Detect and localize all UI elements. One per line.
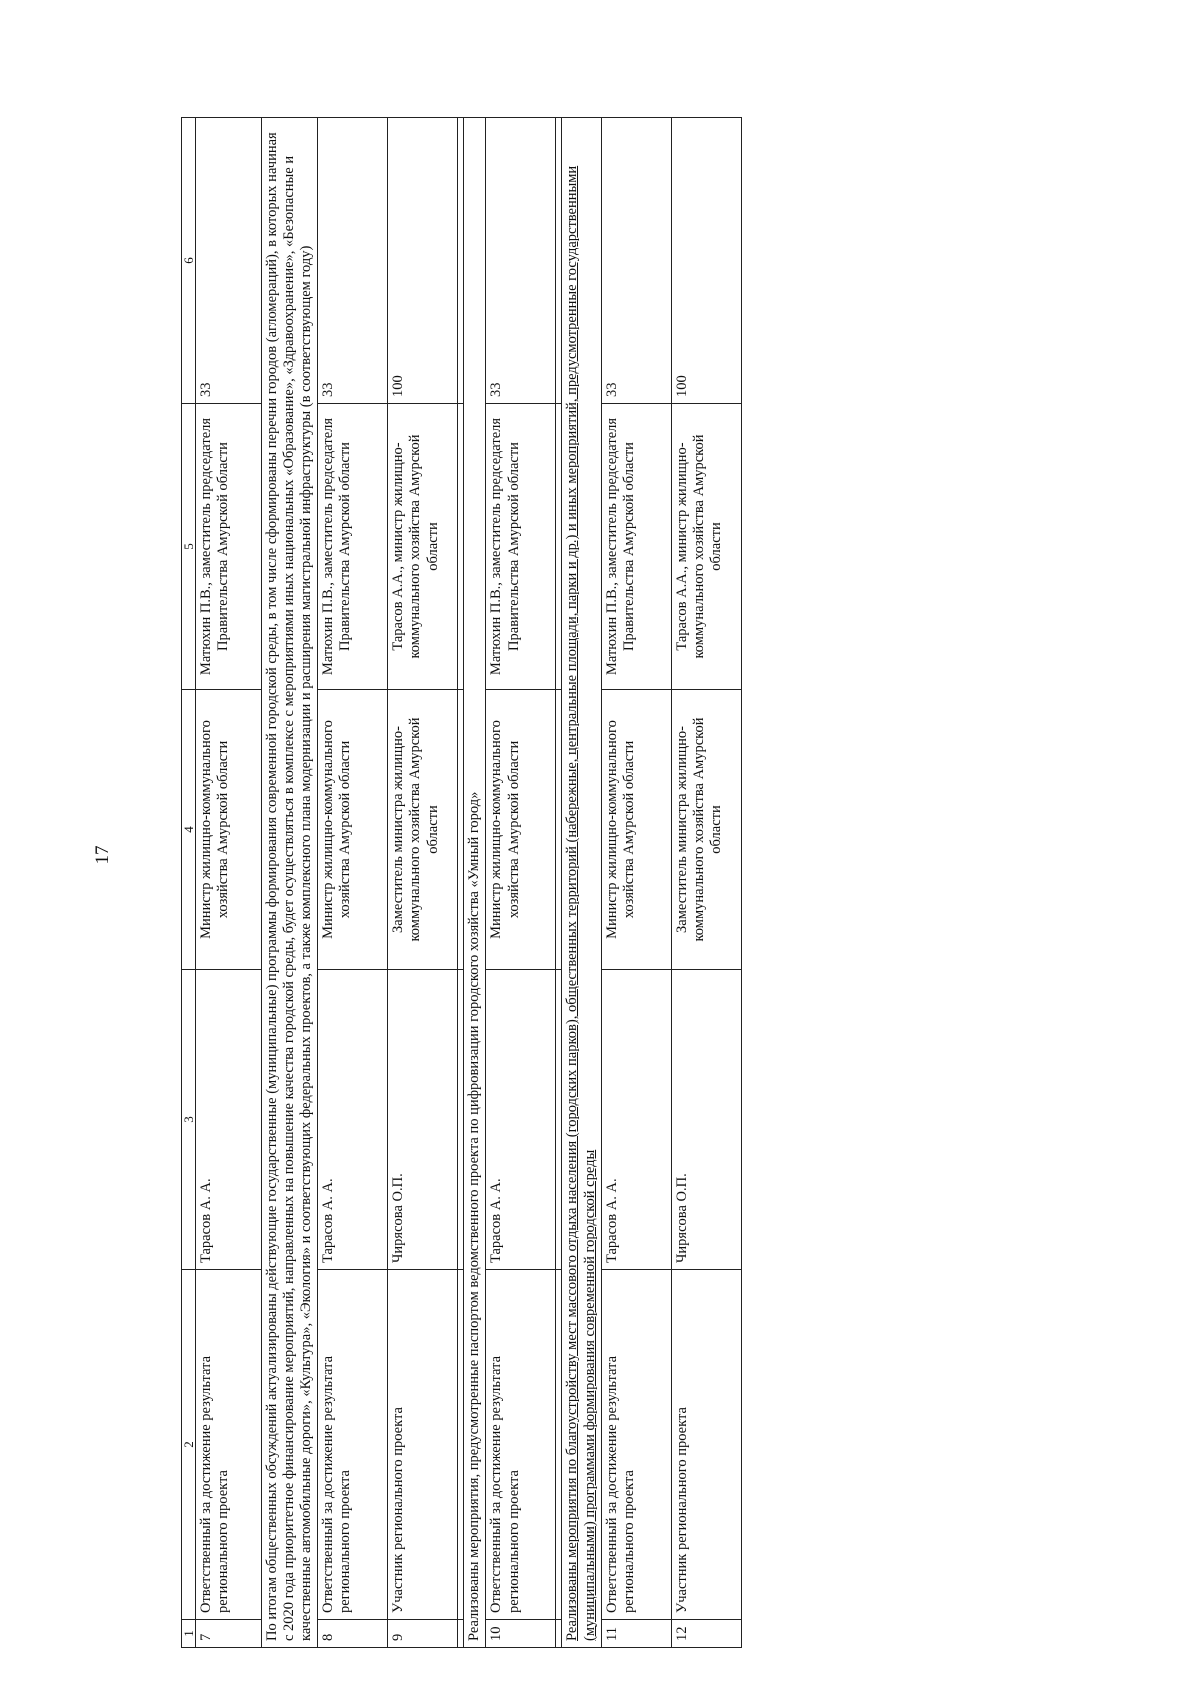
row-role: Ответственный за достижение результата регионального проекта — [601, 1270, 671, 1620]
row-number: 9 — [388, 1620, 458, 1648]
row-curator: Тарасов А.А., министр жилищно-коммунального хозяйства Амурской области — [388, 404, 458, 690]
header-cell: 6 — [182, 118, 196, 404]
row-share: 100 — [671, 118, 741, 404]
header-cell: 4 — [182, 690, 196, 970]
row-curator: Матюхин П.В., заместитель председателя Правительства Амурской области — [486, 404, 556, 690]
row-number: 12 — [671, 1620, 741, 1648]
row-supervisor: Министр жилищно-коммунального хозяйства Амурской области — [486, 690, 556, 970]
row-share: 33 — [486, 118, 556, 404]
row-role: Ответственный за достижение результата регионального проекта — [196, 1270, 262, 1620]
row-supervisor: Министр жилищно-коммунального хозяйства Амурской области — [318, 690, 388, 970]
row-name: Чирясова О.П. — [388, 970, 458, 1270]
row-number: 8 — [318, 1620, 388, 1648]
page-number: 17 — [92, 845, 113, 865]
row-curator: Матюхин П.В., заместитель председателя Правительства Амурской области — [601, 404, 671, 690]
row-curator: Матюхин П.В., заместитель председателя Правительства Амурской области — [318, 404, 388, 690]
row-name: Тарасов А. А. — [196, 970, 262, 1270]
header-cell: 3 — [182, 970, 196, 1270]
row-name: Тарасов А. А. — [601, 970, 671, 1270]
row-role: Ответственный за достижение результата регионального проекта — [318, 1270, 388, 1620]
row-share: 33 — [318, 118, 388, 404]
table-row — [318, 118, 388, 1648]
section-text: По итогам общественных обсуждений актуализированы действующие государственные (муниципальные) программы формирования современной городской среды, в том числе сформированы перечни городов (агломераций), в которых начиная с 2020 года приоритетное финансирование мероприятий, направленных на повышение качества городской среды, будет осуществляться в комплексе с мероприятиями иных национальных «Образование», «Здравоохранение», «Безопасные и качественные автомобильные дороги», «Культура», «Экология» и соответствующих федеральных проектов, а также комплексного плана модернизации и расширения магистральной инфраструктуры (в соответствующем году) — [262, 118, 318, 1648]
header-cell: 2 — [182, 1270, 196, 1620]
section-row — [464, 118, 486, 1648]
section-row — [562, 118, 601, 1648]
row-number: 7 — [196, 1620, 262, 1648]
row-number: 10 — [486, 1620, 556, 1648]
row-name: Тарасов А. А. — [486, 970, 556, 1270]
header-cell: 5 — [182, 404, 196, 690]
row-role: Участник регионального проекта — [671, 1270, 741, 1620]
section-text: Реализованы мероприятия по благоустройству мест массового отдыха населения (городских парков), общественных территорий (набережные, центральные площади, парки и др.) и иных мероприятий, предусмотренные государственными (муниципальными) программами формирования современной городской среды — [562, 118, 601, 1648]
section-row — [262, 118, 318, 1648]
row-curator: Матюхин П.В., заместитель председателя Правительства Амурской области — [196, 404, 262, 690]
rotated-table-container — [181, 118, 742, 1648]
row-name: Чирясова О.П. — [671, 970, 741, 1270]
table-row — [671, 118, 741, 1648]
row-supervisor: Заместитель министра жилищно-коммунального хозяйства Амурской области — [671, 690, 741, 970]
row-share: 33 — [196, 118, 262, 404]
header-row — [182, 118, 196, 1648]
row-share: 100 — [388, 118, 458, 404]
row-number: 11 — [601, 1620, 671, 1648]
row-name: Тарасов А. А. — [318, 970, 388, 1270]
row-curator: Тарасов А.А., министр жилищно-коммунального хозяйства Амурской области — [671, 404, 741, 690]
table-row — [388, 118, 458, 1648]
table-row — [601, 118, 671, 1648]
row-role: Участник регионального проекта — [388, 1270, 458, 1620]
row-role: Ответственный за достижение результата регионального проекта — [486, 1270, 556, 1620]
section-text: Реализованы мероприятия, предусмотренные паспортом ведомственного проекта по цифровизации городского хозяйства «Умный город» — [464, 118, 486, 1648]
table-row — [486, 118, 556, 1648]
table-row — [196, 118, 262, 1648]
row-supervisor: Заместитель министра жилищно-коммунального хозяйства Амурской области — [388, 690, 458, 970]
row-share: 33 — [601, 118, 671, 404]
row-supervisor: Министр жилищно-коммунального хозяйства Амурской области — [196, 690, 262, 970]
participants-table — [181, 117, 742, 1648]
header-cell: 1 — [182, 1620, 196, 1648]
row-supervisor: Министр жилищно-коммунального хозяйства Амурской области — [601, 690, 671, 970]
